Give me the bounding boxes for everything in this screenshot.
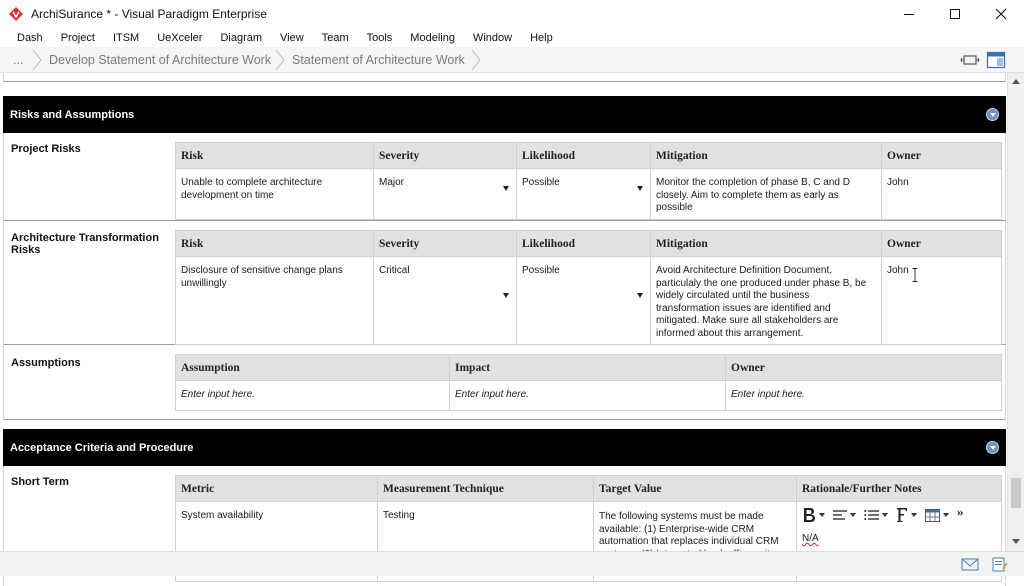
list-icon [864,509,879,521]
previous-section-end [3,73,1006,82]
breadcrumb-separator-icon [31,49,43,71]
scroll-thumb[interactable] [1011,478,1021,508]
list-button[interactable] [864,509,888,521]
subsection-label: Architecture Transformation Risks [11,232,159,256]
breadcrumb-separator-icon [470,49,482,71]
assumptions-table [175,354,1002,411]
title-bar [0,0,1024,28]
font-icon [896,507,908,523]
maximize-button[interactable] [932,0,978,28]
menu-bar [0,28,1024,47]
table-icon [925,509,940,522]
breadcrumb-separator-icon [274,49,286,71]
subsection-label: Short Term [11,476,69,488]
minimize-icon [904,9,914,19]
subsection-label: Assumptions [11,357,81,369]
column-header: Impact [450,355,726,381]
menu-team[interactable]: Team [321,31,349,44]
vertical-scrollbar[interactable] [1007,73,1024,551]
more-tools-icon[interactable]: » [957,503,964,519]
column-header: Owner [726,355,1002,381]
section-header-risks[interactable] [3,96,1006,133]
notes-icon[interactable] [990,557,1008,572]
mitigation-cell[interactable]: Avoid Architecture Definition Document, particulaly the one produced under phase B, be widely circulated until the business transformation issues are identified and mitigated. Make sure all stakeholders are informed about this arrangement. [651,257,882,345]
subsection-transformation-risks [3,221,1006,345]
column-header: Likelihood [517,231,651,257]
project-risks-table [175,142,1002,220]
column-header: Assumption [176,355,450,381]
section-title: Risks and Assumptions [10,108,135,121]
owner-cell[interactable]: John [882,257,1002,345]
bold-icon [802,507,816,523]
column-header: Owner [882,231,1002,257]
severity-value: Critical [379,265,410,276]
chevron-down-icon [911,513,917,517]
technique-cell[interactable]: Testing [378,502,594,582]
subsection-label: Project Risks [11,143,81,155]
column-header: Risk [176,231,374,257]
menu-project[interactable]: Project [60,31,95,44]
column-header: Metric [176,476,378,502]
table-row [176,169,1002,220]
scroll-down-icon[interactable] [1012,539,1020,544]
maximize-icon [950,9,960,19]
menu-itsm[interactable]: ITSM [112,31,140,44]
minimize-button[interactable] [886,0,932,28]
metric-cell[interactable]: System availability [176,502,378,582]
visual-paradigm-logo-icon [9,7,23,21]
menu-help[interactable]: Help [530,31,553,44]
breadcrumb [0,47,1024,73]
properties-panel-icon[interactable] [986,51,1006,69]
window-controls [886,0,1024,28]
target-value-cell[interactable]: The following systems must be made available: (1) Enterprise-wide CRM automation that replaces individual CRM [594,502,797,582]
owner-cell[interactable]: John [882,169,1002,220]
column-header: Severity [374,143,517,169]
align-left-icon [833,509,847,521]
breadcrumb-more[interactable]: ... [13,53,24,67]
bold-button[interactable] [802,507,825,523]
mitigation-cell[interactable]: Monitor the completion of phase B, C and D closely. Aim to complete them as early as possible [651,169,882,220]
dropdown-arrow-icon[interactable] [503,186,509,191]
subsection-project-risks [3,133,1006,221]
table-row [176,257,1002,345]
section-title: Acceptance Criteria and Procedure [10,441,194,454]
column-header: Owner [882,143,1002,169]
collapse-toggle-icon[interactable] [986,441,999,454]
close-button[interactable] [978,0,1024,28]
column-header: Likelihood [517,143,651,169]
table-button[interactable] [925,509,949,522]
fit-view-icon[interactable] [960,51,980,69]
likelihood-value: Possible [522,177,560,188]
status-bar [0,551,1024,576]
breadcrumb-item-statement[interactable]: Statement of Architecture Work [292,53,465,67]
risk-cell[interactable]: Unable to complete architecture development on time [176,169,374,220]
column-header: Mitigation [651,143,882,169]
close-icon [996,9,1006,19]
column-header: Risk [176,143,374,169]
transformation-risks-table [175,230,1002,345]
column-header: Mitigation [651,231,882,257]
menu-diagram[interactable]: Diagram [220,31,263,44]
risk-cell[interactable]: Disclosure of sensitive change plans unwillingly [176,257,374,345]
likelihood-select[interactable] [517,169,651,220]
scroll-up-icon[interactable] [1012,79,1020,84]
severity-select[interactable] [374,257,517,345]
dropdown-arrow-icon[interactable] [503,293,509,298]
impact-input[interactable]: Enter input here. [450,381,726,411]
likelihood-select[interactable] [517,257,651,345]
dropdown-arrow-icon[interactable] [637,293,643,298]
menu-modeling[interactable]: Modeling [410,31,455,44]
table-row [176,381,1002,411]
chevron-down-icon [943,513,949,517]
chevron-down-icon [850,513,856,517]
rich-text-toolbar [802,503,996,524]
align-button[interactable] [833,509,856,521]
dropdown-arrow-icon[interactable] [637,186,643,191]
column-header: Target Value [594,476,797,502]
document-editor [0,73,1007,551]
chevron-down-icon [819,513,825,517]
severity-value: Major [379,177,405,188]
text-cursor-icon [912,268,918,282]
chevron-down-icon [882,513,888,517]
section-header-acceptance[interactable] [3,429,1006,466]
menu-view[interactable]: View [280,31,304,44]
likelihood-value: Possible [522,265,560,276]
owner-input[interactable]: Enter input here. [726,381,1002,411]
column-header: Measurement Technique [378,476,594,502]
assumption-input[interactable]: Enter input here. [176,381,450,411]
mail-icon[interactable] [961,557,979,572]
column-header: Rationale/Further Notes [797,476,1002,502]
font-button[interactable] [896,507,917,523]
severity-select[interactable] [374,169,517,220]
menu-window[interactable]: Window [472,31,513,44]
menu-uexceler[interactable]: UeXceler [157,31,203,44]
breadcrumb-item-develop-statement[interactable]: Develop Statement of Architecture Work [49,53,272,67]
window-title: ArchiSurance * - Visual Paradigm Enterprise [31,7,267,21]
menu-dash[interactable]: Dash [17,31,43,44]
column-header: Severity [374,231,517,257]
notes-text: N/A [802,533,819,544]
subsection-assumptions [3,345,1006,420]
menu-tools[interactable]: Tools [366,31,393,44]
collapse-toggle-icon[interactable] [986,108,999,121]
